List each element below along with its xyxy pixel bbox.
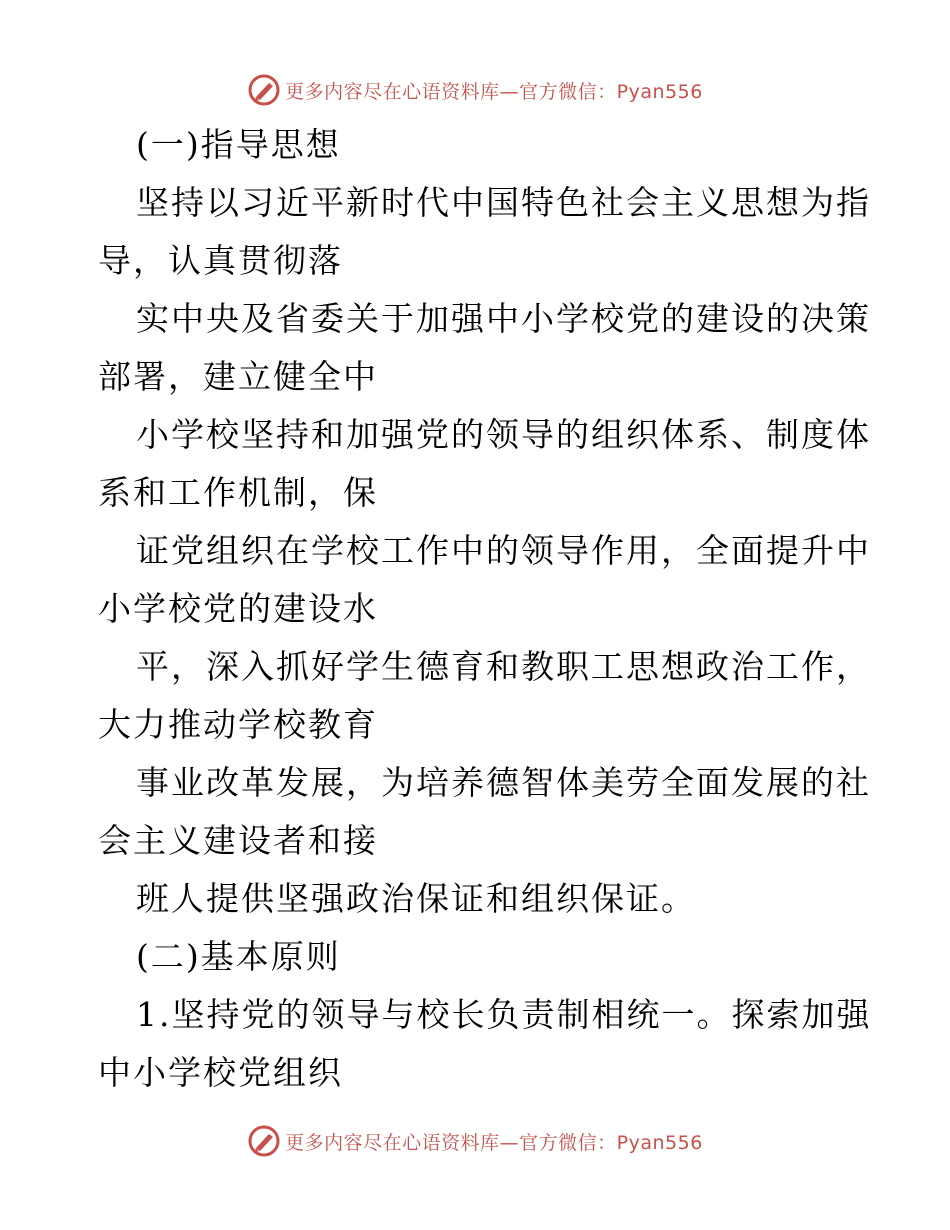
paragraph-line: 部署，建立健全中 xyxy=(98,357,378,396)
paragraph-line: 小学校党的建设水 xyxy=(98,589,378,628)
paragraph-line: 班人提供坚强政治保证和组织保证。 xyxy=(136,879,696,918)
paragraph-line: 会主义建设者和接 xyxy=(98,821,378,860)
paragraph-line: 导，认真贯彻落 xyxy=(98,241,343,280)
footer-watermark xyxy=(0,1121,950,1161)
paragraph-line: 1.坚持党的领导与校长负责制相统一。探索加强 xyxy=(136,995,872,1034)
paragraph-line: 坚持以习近平新时代中国特色社会主义思想为指 xyxy=(136,183,871,222)
paragraph-line: 大力推动学校教育 xyxy=(98,705,378,744)
paragraph-line: 证党组织在学校工作中的领导作用，全面提升中 xyxy=(136,531,871,570)
paragraph-line: 平，深入抓好学生德育和教职工思想政治工作， xyxy=(136,647,871,686)
paragraph-line: 小学校坚持和加强党的领导的组织体系、制度体 xyxy=(136,415,871,454)
section-heading: (二)基本原则 xyxy=(136,937,341,976)
section-heading: (一)指导思想 xyxy=(136,125,341,164)
watermark-text: 更多内容尽在心语资料库—官方微信：Pyan556 xyxy=(285,80,703,103)
watermark-text: 更多内容尽在心语资料库—官方微信：Pyan556 xyxy=(285,1131,703,1154)
pen-circle-logo-icon xyxy=(247,73,281,107)
paragraph-line: 事业改革发展，为培养德智体美劳全面发展的社 xyxy=(136,763,871,802)
paragraph-line: 中小学校党组织 xyxy=(98,1053,343,1092)
document-body xyxy=(98,116,872,1102)
pen-circle-logo-icon xyxy=(247,1124,281,1158)
paragraph-line: 实中央及省委关于加强中小学校党的建设的决策 xyxy=(136,299,871,338)
paragraph-line: 系和工作机制，保 xyxy=(98,473,378,512)
header-watermark xyxy=(0,70,950,110)
